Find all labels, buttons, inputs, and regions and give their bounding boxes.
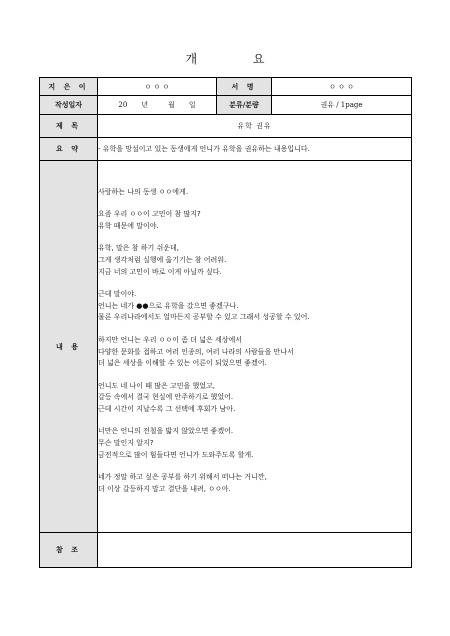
date-row bbox=[40, 96, 412, 115]
content-line: 사랑하는 나의 동생 ㅇㅇ에게. bbox=[98, 187, 189, 196]
document-title: 개 요 bbox=[185, 52, 291, 66]
content-paragraph bbox=[98, 381, 411, 416]
content-line: 너만은 언니의 전철을 밟지 않았으면 좋겠어. bbox=[98, 427, 234, 436]
content-line: 다양한 문화를 접하고 여러 인종의, 여러 나라의 사람들을 만나서 bbox=[98, 347, 294, 356]
reference-label: 참 조 bbox=[40, 533, 98, 568]
content-paragraphs bbox=[98, 187, 411, 496]
author-label: 지 은 이 bbox=[40, 78, 98, 96]
content-line: 더 이상 갈등하지 말고 결단을 내려, ㅇㅇ아. bbox=[98, 484, 231, 493]
date-month-unit: 월 bbox=[168, 101, 175, 109]
summary-row bbox=[40, 138, 412, 161]
content-line: 무슨 말인지 알지? bbox=[98, 439, 154, 448]
summary-form bbox=[39, 77, 412, 568]
content-row bbox=[40, 161, 412, 533]
content-line: 물론 우리나라에서도 얼마든지 공부할 수 있고 그래서 성공할 수 있어. bbox=[98, 313, 310, 322]
summary-label: 요 약 bbox=[40, 138, 98, 161]
content-line: 근데 시간이 지날수록 그 선택에 후회가 남아. bbox=[98, 404, 236, 413]
content-line: 네가 정말 하고 싶은 공부를 하기 위해서 떠나는 거니깐, bbox=[98, 473, 267, 482]
content-line: 근데 말이야. bbox=[98, 290, 137, 299]
content-line: 유학 때문에 말이야. bbox=[98, 221, 159, 230]
content-line: 지금 너의 고민이 바로 이게 아닐까 싶다. bbox=[98, 267, 222, 276]
summary-value: - 유학을 망설이고 있는 동생에게 언니가 유학을 권유하는 내용입니다. bbox=[98, 138, 412, 161]
date-day-unit: 일 bbox=[188, 101, 196, 109]
subject-label: 제 목 bbox=[40, 115, 98, 138]
content-line: 더 넓은 세상을 이해할 수 있는 어른이 되었으면 좋겠어. bbox=[98, 359, 267, 368]
date-value bbox=[98, 96, 217, 115]
content-paragraph bbox=[98, 289, 411, 324]
content-line: 유학, 말은 참 하기 쉬운데, bbox=[98, 244, 179, 253]
content-line: 갈등 속에서 결국 현실에 안주하기로 했었어. bbox=[98, 393, 234, 402]
content-paragraph bbox=[98, 335, 411, 370]
content-paragraph bbox=[98, 426, 411, 461]
subject-row bbox=[40, 115, 412, 138]
author-value: ㅇ ㅇ ㅇ bbox=[98, 78, 217, 96]
content-line: 언니도 네 나이 때 많은 고민을 했었고, bbox=[98, 381, 216, 390]
date-year-unit: 년 bbox=[141, 101, 149, 109]
category-label: 분류/분량 bbox=[217, 96, 272, 115]
reference-value bbox=[98, 533, 412, 568]
date-label: 작성일자 bbox=[40, 96, 98, 115]
content-paragraph bbox=[98, 243, 411, 278]
content-paragraph bbox=[98, 209, 411, 232]
author-row bbox=[40, 78, 412, 96]
signature-label: 서 명 bbox=[217, 78, 272, 96]
content-line: 요즘 우리 ㅇㅇ이 고민이 참 많지? bbox=[98, 210, 201, 219]
content-body bbox=[98, 161, 412, 533]
category-value: 권유 / 1page bbox=[272, 96, 412, 115]
signature-value: ㅇ ㅇ ㅇ bbox=[272, 78, 412, 96]
content-line: 언니는 네가 ●●으로 유학을 갔으면 좋겠구나. bbox=[98, 301, 239, 310]
content-paragraph bbox=[98, 187, 411, 199]
content-line: 그게 생각처럼 실행에 옮기기는 참 어려워. bbox=[98, 255, 227, 264]
content-line: 하지만 언니는 우리 ㅇㅇ이 좀 더 넓은 세상에서 bbox=[98, 335, 243, 344]
date-year-prefix: 20 bbox=[118, 101, 128, 109]
content-label: 내 용 bbox=[40, 161, 98, 533]
content-paragraph bbox=[98, 472, 411, 495]
subject-value: 유학 권유 bbox=[98, 115, 412, 138]
reference-row bbox=[40, 533, 412, 568]
content-line: 금전적으로 많이 힘들다면 언니가 도와주도록 할게. bbox=[98, 450, 254, 459]
